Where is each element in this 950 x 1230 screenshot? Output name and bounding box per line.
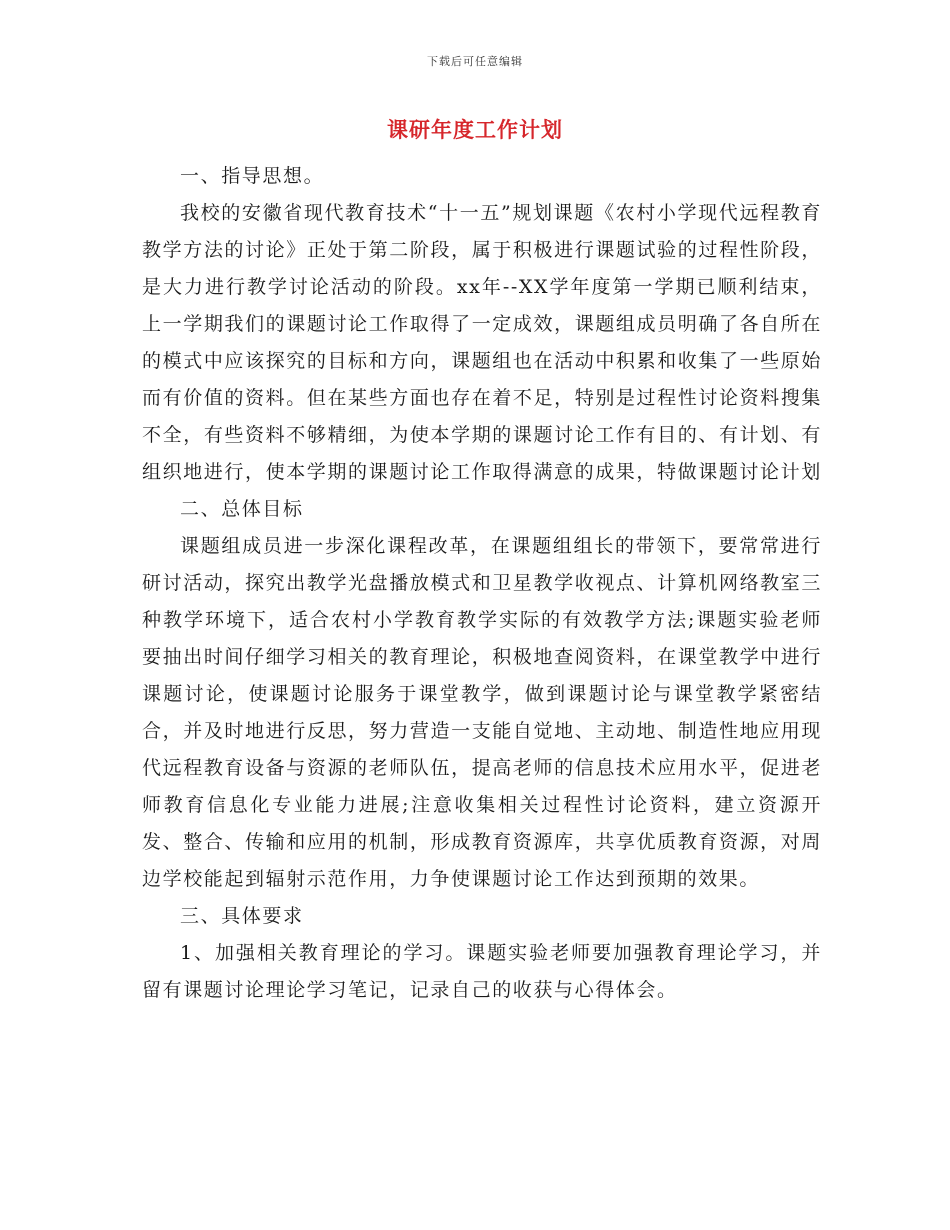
document-body (142, 158, 822, 1009)
document-title: 课研年度工作计划 (387, 117, 563, 142)
paragraph-goal: 课题组成员进一步深化课程改革，在课题组组长的带领下，要常常进行研讨活动，探究出教学光盘播放模式和卫星教学收视点、计算机网络教室三种教学环境下，适合农村小学教育教学实际的有效教学方法;课题实验老师要抽出时间仔细学习相关的教育理论，积极地查阅资料，在课堂教学中进行课题讨论，使课题讨论服务于课堂教学，做到课题讨论与课堂教学紧密结合，并及时地进行反思，努力营造一支能自觉地、主动地、制造性地应用现代远程教育设备与资源的老师队伍，提高老师的信息技术应用水平，促进老师教育信息化专业能力进展;注意收集相关过程性讨论资料，建立资源开发、整合、传输和应用的机制，形成教育资源库，共享优质教育资源，对周边学校能起到辐射示范作用，力争使课题讨论工作达到预期的效果。 (142, 535, 822, 890)
section-heading-requirements: 三、具体要求 (180, 905, 304, 927)
section-heading-guiding: 一、指导思想。 (180, 165, 325, 187)
section-heading-goal: 二、总体目标 (180, 498, 304, 520)
header-note: 下载后可任意编辑 (427, 55, 523, 68)
paragraph-requirement-1: 1、加强相关教育理论的学习。课题实验老师要加强教育理论学习，并留有课题讨论理论学习笔记，记录自己的收获与心得体会。 (142, 942, 822, 1001)
paragraph-guiding: 我校的安徽省现代教育技术“十一五”规划课题《农村小学现代远程教育教学方法的讨论》正处于第二阶段，属于积极进行课题试验的过程性阶段，是大力进行教学讨论活动的阶段。xx年--XX学年度第一学期已顺利结束，上一学期我们的课题讨论工作取得了一定成效，课题组成员明确了各自所在的模式中应该探究的目标和方向，课题组也在活动中积累和收集了一些原始而有价值的资料。但在某些方面也存在着不足，特别是过程性讨论资料搜集不全，有些资料不够精细，为使本学期的课题讨论工作有目的、有计划、有组织地进行，使本学期的课题讨论工作取得满意的成果，特做课题讨论计划 (142, 202, 822, 483)
